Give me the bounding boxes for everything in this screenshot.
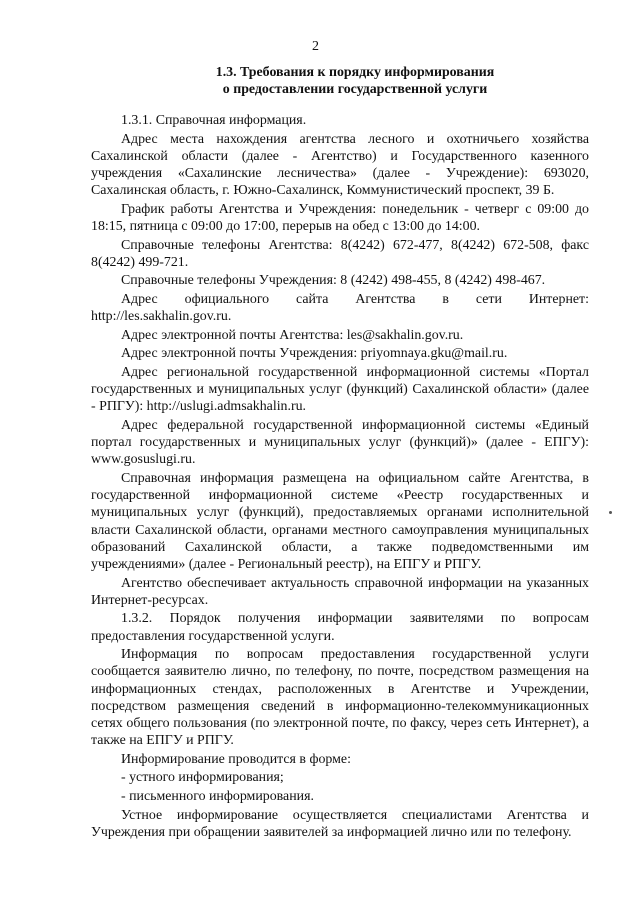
paragraph: Адрес официального сайта Агентства в сети Интернет: http://les.sakhalin.gov.ru.	[91, 291, 589, 325]
section-heading-line-1: 1.3. Требования к порядку информирования	[215, 65, 495, 80]
section-heading	[120, 64, 590, 98]
paragraph: Адрес электронной почты Учреждения: priyomnaya.gku@mail.ru.	[121, 346, 508, 362]
paragraph: Информация по вопросам предоставления государственной услуги сообщается заявителю лично, по телефону, по почте, посредством размещения на информационных стендах, расположенных в Агентстве и Учреждении, посредством размещения сведений в информационно-телекоммуникационных сетях общего пользования (по электронной почте, по факсу, через сеть Интернет), а также на ЕПГУ и РПГУ.	[91, 647, 589, 749]
paragraph: Информирование проводится в форме:	[121, 751, 351, 767]
paragraph: Адрес места нахождения агентства лесного и охотничьего хозяйства Сахалинской области (далее - Агентство) и Государственного казенного учреждения «Сахалинские лесничества» (далее - Учреждение): 693020, Сахалинская область, г. Южно-Сахалинск, Коммунистический проспект, 39 Б.	[91, 131, 589, 199]
paragraph: Агентство обеспечивает актуальность справочной информации на указанных Интернет-ресурсах.	[91, 575, 589, 608]
paragraph: Справочные телефоны Агентства: 8(4242) 672-477, 8(4242) 672-508, факс 8(4242) 499-721.	[91, 237, 589, 270]
list-item: - письменного информирования.	[121, 788, 314, 804]
scan-speck	[609, 511, 612, 514]
document-body	[91, 112, 589, 842]
list-item: - устного информирования;	[121, 770, 284, 786]
page-number: 2	[312, 39, 319, 54]
paragraph: Адрес федеральной государственной информационной системы «Единый портал государственных и муниципальных услуг (функций)» (далее - ЕПГУ): www.gosuslugi.ru.	[91, 417, 589, 468]
paragraph: График работы Агентства и Учреждения: понедельник - четверг с 09:00 до 18:15, пятница с 09:00 до 17:00, перерыв на обед с 13:00 до 14:00.	[91, 201, 589, 234]
paragraph: Адрес региональной государственной информационной системы «Портал государственных и муниципальных услуг (функций) Сахалинской области» (далее - РПГУ): http://uslugi.admsakhalin.ru.	[91, 364, 589, 415]
paragraph: 1.3.1. Справочная информация.	[121, 113, 307, 128]
paragraph: Адрес электронной почты Агентства: les@sakhalin.gov.ru.	[121, 327, 464, 343]
paragraph: 1.3.2. Порядок получения информации заявителями по вопросам предоставления государственной услуги.	[91, 611, 589, 644]
paragraph: Устное информирование осуществляется специалистами Агентства и Учреждения при обращении заявителей за информацией лично или по телефону.	[91, 807, 589, 840]
paragraph: Справочная информация размещена на официальном сайте Агентства, в государственной информационной системе «Реестр государственных и муниципальных услуг (функций), предоставляемых органами исполнительной власти Сахалинской области, органами местного самоуправления муниципальных образований Сахалинской области, а также подведомственными им учреждениями» (далее - Региональный реестр), на ЕПГУ и РПГУ.	[91, 470, 589, 572]
section-heading-line-2: о предоставлении государственной услуги	[222, 82, 488, 97]
paragraph: Справочные телефоны Учреждения: 8 (4242) 498-455, 8 (4242) 498-467.	[121, 273, 546, 289]
